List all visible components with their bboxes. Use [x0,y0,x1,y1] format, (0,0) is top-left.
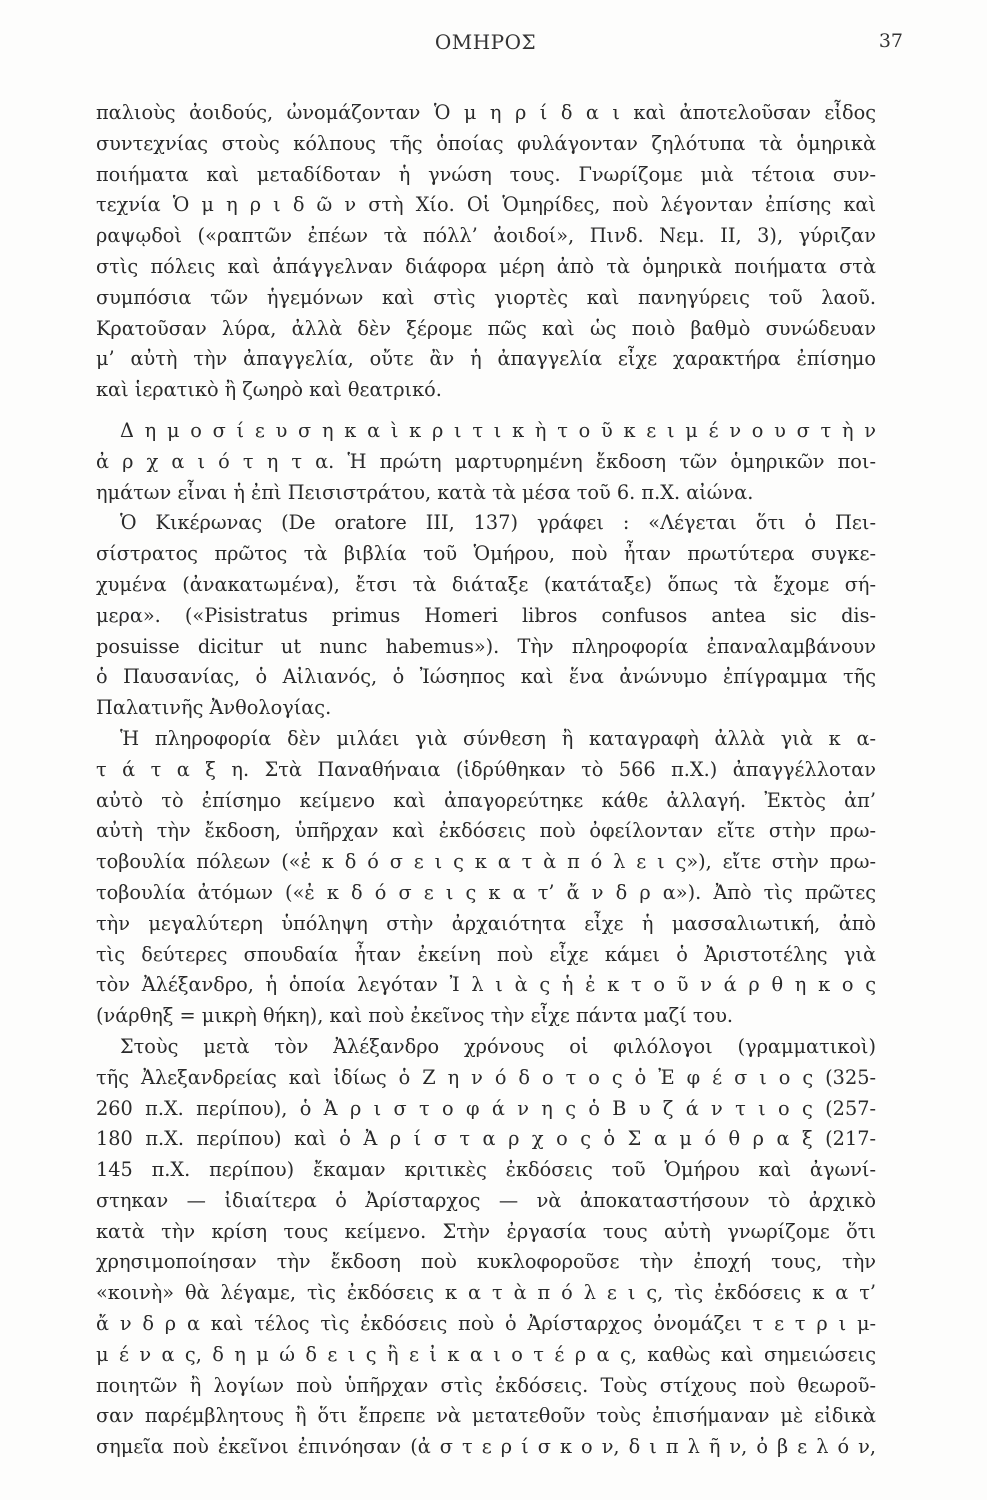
text-line: τοβουλία πόλεων («ἐ κ δ ό σ ε ι ς κ α τ ὰ π ό λ ε ι ς»), εἴτε στὴν πρω- [96,850,876,874]
text-line: σημεῖα ποὺ ἐκεῖνοι ἐπινόησαν (ἀ σ τ ε ρ ί σ κ ο ν, δ ι π λ ῆ ν, ὀ β ε λ ό ν, [96,1435,876,1459]
text-line: ἄ ν δ ρ α καὶ τέλος τὶς ἐκδόσεις ποὺ ὁ Ἀρίσταρχος ὀνομάζει τ ε τ ρ ι μ- [96,1312,876,1336]
text-line: τῆς Ἀλεξανδρείας καὶ ἰδίως ὁ Ζ η ν ό δ ο τ ο ς ὁ Ἐ φ έ σ ι ο ς (325- [96,1065,876,1089]
text-line: 260 π.Χ. περίπου), ὁ Ἀ ρ ι σ τ ο φ ά ν η ς ὁ Β υ ζ ά ν τ ι ο ς (257- [96,1096,876,1120]
text-line: τὶς δεύτερες σπουδαία ἦταν ἐκείνη ποὺ εἶχε κάμει ὁ Ἀριστοτέλης γιὰ [96,942,876,966]
text-line: στὶς πόλεις καὶ ἀπάγγελναν διάφορα μέρη ἀπὸ τὰ ὁμηρικὰ ποιήματα στὰ [96,254,876,278]
text-line: συντεχνίας στοὺς κόλπους τῆς ὁποίας φυλάγονταν ζηλότυπα τὰ ὁμηρικὰ [96,131,876,155]
text-line: posuisse dicitur ut nunc habemus»). Τὴν πληροφορία ἐπαναλαμβάνουν [96,634,876,658]
text-line: χυμένα (ἀνακατωμένα), ἔτσι τὰ διάταξε (κατάταξε) ὅπως τὰ ἔχομε σή- [96,572,876,596]
text-line: αὐτὴ τὴν ἔκδοση, ὑπῆρχαν καὶ ἐκδόσεις ποὺ ὀφείλονταν εἴτε στὴν πρω- [96,819,876,843]
text-line: κατὰ τὴν κρίση τους κείμενο. Στὴν ἐργασία τους αὐτὴ γνωρίζομε ὅτι [96,1219,876,1243]
text-line: ημάτων εἶναι ἡ ἐπὶ Πεισιστράτου, κατὰ τὰ μέσα τοῦ 6. π.Χ. αἰώνα. [96,480,754,504]
text-line: χρησιμοποίησαν τὴν ἔκδοση ποὺ κυκλοφοροῦσε τὴν ἐποχή τους, τὴν [96,1250,876,1274]
text-line: συμπόσια τῶν ἡγεμόνων καὶ στὶς γιορτὲς καὶ πανηγύρεις τοῦ λαοῦ. [96,285,876,309]
text-line: μ έ ν α ς, δ η μ ώ δ ε ι ς ἢ ε ἰ κ α ι ο τ έ ρ α ς, καθὼς καὶ σημειώσεις [96,1342,876,1366]
text-line: 180 π.Χ. περίπου) καὶ ὁ Ἀ ρ ί σ τ α ρ χ ο ς ὁ Σ α μ ό θ ρ α ξ (217- [96,1127,876,1151]
text-line: Παλατινῆς Ἀνθολογίας. [96,696,332,720]
body-text [96,98,876,1463]
text-line: σίστρατος πρῶτος τὰ βιβλία τοῦ Ὁμήρου, ποὺ ἦταν πρωτύτερα συγκε- [96,542,876,566]
text-line: μ’ αὐτὴ τὴν ἀπαγγελία, οὔτε ἂν ἡ ἀπαγγελία εἶχε χαρακτήρα ἐπίσημο [96,347,876,371]
text-line: τεχνία Ὁ μ η ρ ι δ ῶ ν στὴ Χίο. Οἱ Ὁμηρίδες, ποὺ λέγονταν ἐπίσης καὶ [96,193,876,217]
text-line: τ ά τ α ξ η. Στὰ Παναθήναια (ἱδρύθηκαν τὸ 566 π.Χ.) ἀπαγγέλλοταν [96,757,876,781]
text-line: σαν παρέμβλητους ἢ ὅτι ἔπρεπε νὰ μετατεθοῦν τοὺς ἐπισήμαναν μὲ εἰδικὰ [96,1404,876,1428]
text-line: ραψῳδοὶ («ραπτῶν ἐπέων τὰ πόλλ’ ἀοιδοί», Πινδ. Νεμ. ΙΙ, 3), γύριζαν [96,224,876,248]
text-line: Ὁ Κικέρωνας (De oratore III, 137) γράφει : «Λέγεται ὅτι ὁ Πει- [120,511,876,535]
text-line: τὸν Ἀλέξανδρο, ἡ ὁποία λεγόταν Ἰ λ ι ὰ ς ἡ ἐ κ τ ο ῦ ν ά ρ θ η κ ο ς [96,973,876,997]
text-line: τὴν μεγαλύτερη ὑπόληψη στὴν ἀρχαιότητα εἶχε ἡ μασσαλιωτική, ἀπὸ [96,911,876,935]
text-line: Στοὺς μετὰ τὸν Ἀλέξανδρο χρόνους οἱ φιλόλογοι (γραμματικοὶ) [120,1034,876,1058]
page-number: 37 [878,30,903,52]
text-line: 145 π.Χ. περίπου) ἔκαμαν κριτικὲς ἐκδόσεις τοῦ Ὁμήρου καὶ ἀγωνί- [96,1158,876,1182]
text-line: ἀ ρ χ α ι ό τ η τ α. Ἡ πρώτη μαρτυρημένη ἔκδοση τῶν ὁμηρικῶν ποι- [96,449,876,473]
text-line: αὐτὸ τὸ ἐπίσημο κείμενο καὶ ἀπαγορεύτηκε κάθε ἀλλαγή. Ἐκτὸς ἀπ’ [96,788,876,812]
text-line: «κοινὴ» θὰ λέγαμε, τὶς ἐκδόσεις κ α τ ὰ π ό λ ε ι ς, τὶς ἐκδόσεις κ α τ’ [96,1281,876,1305]
text-line: ὁ Παυσανίας, ὁ Αἰλιανός, ὁ Ἰώσηπος καὶ ἕνα ἀνώνυμο ἐπίγραμμα τῆς [96,665,876,689]
text-line: τοβουλία ἀτόμων («ἐ κ δ ό σ ε ι ς κ α τ’ ἄ ν δ ρ α»). Ἀπὸ τὶς πρῶτες [96,880,876,904]
text-line: στηκαν — ἰδιαίτερα ὁ Ἀρίσταρχος — νὰ ἀποκαταστήσουν τὸ ἀρχικὸ [96,1188,876,1212]
text-line: καὶ ἱερατικὸ ἢ ζωηρὸ καὶ θεατρικό. [96,378,442,402]
running-title: ΟΜΗΡΟΣ [434,30,537,54]
text-line: ποιήματα καὶ μεταδίδοταν ἡ γνώση τους. Γνωρίζομε μιὰ τέτοια συν- [96,162,876,186]
text-line: μερα». («Pisistratus primus Homeri libros confusos antea sic dis- [96,603,876,627]
running-head [96,30,903,58]
text-line: παλιοὺς ἀοιδούς, ὠνομάζονταν Ὁ μ η ρ ί δ α ι καὶ ἀποτελοῦσαν εἶδος [96,101,876,124]
text-line: Δ η μ ο σ ί ε υ σ η κ α ὶ κ ρ ι τ ι κ ὴ τ ο ῦ κ ε ι μ έ ν ο υ σ τ ὴ ν [120,418,876,442]
text-line: ποιητῶν ἢ λογίων ποὺ ὑπῆρχαν στὶς ἐκδόσεις. Τοὺς στίχους ποὺ θεωροῦ- [96,1373,876,1397]
text-line: Κρατοῦσαν λύρα, ἀλλὰ δὲν ξέρομε πῶς καὶ ὡς ποιὸ βαθμὸ συνώδευαν [96,316,876,340]
text-line: (νάρθηξ = μικρὴ θήκη), καὶ ποὺ ἐκεῖνος τὴν εἶχε πάντα μαζί του. [96,1004,734,1028]
text-line: Ἡ πληροφορία δὲν μιλάει γιὰ σύνθεση ἢ καταγραφὴ ἀλλὰ γιὰ κ α- [120,726,876,750]
